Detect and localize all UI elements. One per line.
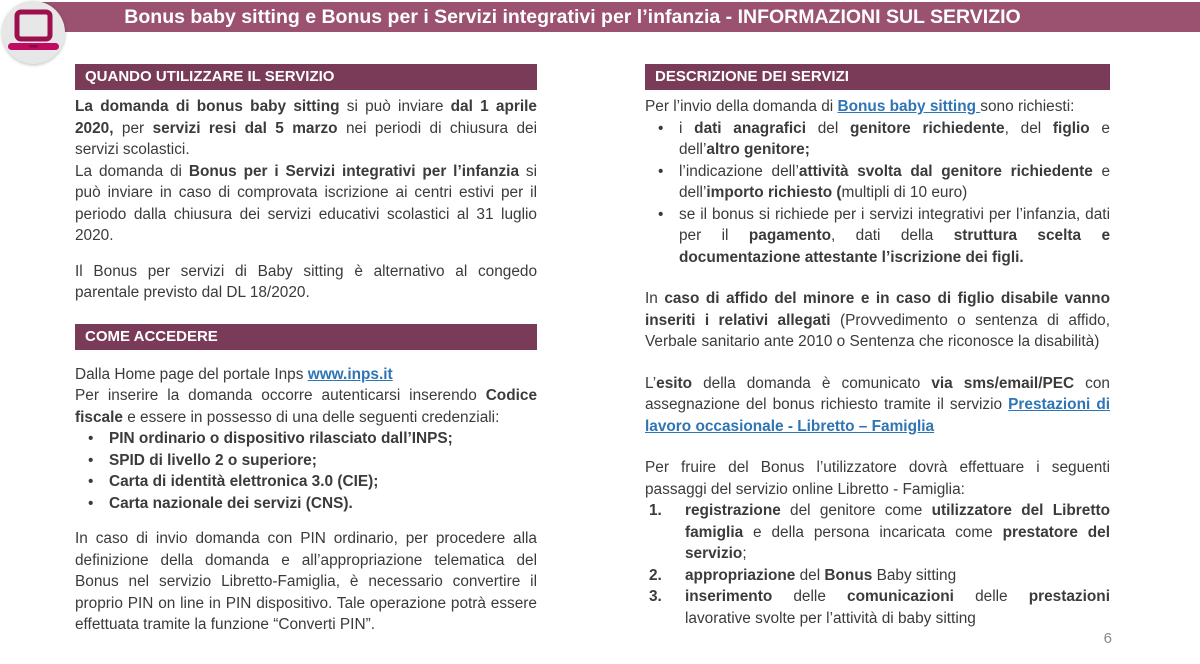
bold-text: attività svolta dal genitore richiedente <box>798 162 1093 180</box>
number-marker: 3. <box>649 588 662 605</box>
paragraph <box>645 457 1110 500</box>
bold-text: inserimento <box>685 588 773 605</box>
paragraph <box>75 364 537 386</box>
text: del <box>806 119 851 137</box>
link[interactable]: Prestazioni di lavoro occasionale - Libretto – Famiglia <box>645 396 1110 435</box>
laptop-icon <box>2 1 65 64</box>
numbered-item <box>645 500 1110 565</box>
section-header-label: DESCRIZIONE DEI SERVIZI <box>655 68 849 85</box>
text: e dell’ <box>679 119 1110 158</box>
page-number: 6 <box>1103 630 1112 647</box>
section-header <box>75 64 537 90</box>
list-item-text <box>109 471 537 493</box>
bullet-list <box>75 428 537 514</box>
text: l’indicazione dell’ <box>679 162 799 180</box>
bold-text: registrazione <box>685 502 781 519</box>
link[interactable]: www.inps.it <box>307 365 393 383</box>
bullet-marker: • <box>88 473 94 490</box>
bold-text: pagamento <box>748 227 831 244</box>
number-marker: 1. <box>649 502 662 519</box>
section-header <box>75 324 537 350</box>
text: Il Bonus per servizi di Baby sitting è alternativo al congedo parentale previsto dal DL 18/2020. <box>75 262 537 301</box>
right-column <box>645 64 1110 629</box>
bold-text: esito <box>656 374 693 392</box>
bold-text: servizi resi dal 5 marzo <box>152 119 338 137</box>
list-item-text <box>679 118 1110 161</box>
bold-text: caso di affido del minore e in caso di figlio disabile vanno inseriti i relativi allegati <box>645 290 1110 329</box>
section-header <box>645 64 1110 90</box>
text: multipli di 10 euro) <box>841 184 968 201</box>
text: delle <box>953 588 1029 605</box>
paragraph <box>75 261 537 304</box>
bold-text: importo richiesto ( <box>706 184 842 201</box>
paragraph <box>645 288 1110 353</box>
list-item-text <box>685 500 1110 565</box>
text: Dalla Home page del portale Inps <box>75 365 308 383</box>
text: si può inviare <box>339 98 451 115</box>
section-header-label: QUANDO UTILIZZARE IL SERVIZIO <box>85 68 335 85</box>
numbered-list <box>645 500 1110 629</box>
section-header-label: COME ACCEDERE <box>85 327 218 345</box>
text: (Provvedimento o sentenza di affido, Verbale sanitario ante 2010 o Sentenza che riconosce la disabilità) <box>645 311 1110 350</box>
bullet-marker: • <box>658 162 664 180</box>
bullet-marker: • <box>88 430 94 447</box>
text: , del <box>1004 119 1053 137</box>
text: della domanda è comunicato <box>692 374 932 392</box>
link[interactable]: Bonus baby sitting <box>837 98 981 115</box>
text: si può inviare in caso di comprovata iscrizione ai centri estivi per il periodo dalla chiusura dei servizi educativi scolastici al 31 luglio 2020. <box>75 162 537 244</box>
bullet-marker: • <box>88 494 94 512</box>
bold-text: La domanda di bonus baby sitting <box>75 98 340 115</box>
text: se il bonus si richiede per i servizi integrativi per l’infanzia, dati per il <box>679 205 1110 244</box>
bold-text: dati anagrafici <box>694 119 806 137</box>
text: con assegnazione del bonus richiesto tramite il servizio <box>645 374 1110 413</box>
text: del genitore come <box>780 502 932 519</box>
text: , dati della <box>830 227 954 244</box>
bold-text: Codice fiscale <box>75 387 537 426</box>
bold-text: figlio <box>1052 119 1090 137</box>
bold-text: utilizzatore del Libretto famiglia <box>685 502 1110 541</box>
bullet-item <box>75 450 537 472</box>
bold-text: SPID di livello 2 o superiore; <box>109 451 317 469</box>
text: In <box>645 290 665 307</box>
paragraph <box>75 161 537 247</box>
list-item-text <box>109 428 537 450</box>
bullet-item <box>645 118 1110 161</box>
paragraph <box>645 96 1110 118</box>
text: lavorative svolte per l’attività di baby sitting <box>685 609 976 627</box>
bullet-item <box>75 428 537 450</box>
text: Per l’invio della domanda di <box>645 98 838 115</box>
paragraph <box>75 385 537 428</box>
list-item-text <box>685 565 1110 587</box>
text: delle <box>772 588 848 605</box>
page-title: Bonus baby sitting e Bonus per i Servizi integrativi per l’infanzia - INFORMAZIONI SUL SERVIZIO <box>124 5 1021 28</box>
text: del <box>795 566 825 584</box>
bold-text: appropriazione <box>685 566 796 584</box>
text: Per inserire la domanda occorre autenticarsi inserendo <box>75 387 486 404</box>
bullet-item <box>645 161 1110 204</box>
paragraph <box>75 96 537 161</box>
text: In caso di invio domanda con PIN ordinario, per procedere alla definizione della domanda e all’appropriazione telematica del Bonus nel servizio Libretto-Famiglia, è necessario convertire il proprio PIN on line in PIN dispositivo. Tale operazione potrà essere effettuata tramite la funzione “Converti PIN”. <box>75 530 537 633</box>
bullet-item <box>75 493 537 515</box>
left-column <box>75 64 537 636</box>
bullet-marker: • <box>88 451 94 469</box>
text: L’ <box>645 374 657 392</box>
bold-text: Bonus per i Servizi integrativi per l’infanzia <box>188 162 520 180</box>
bold-text: Carta di identità elettronica 3.0 (CIE); <box>109 473 379 490</box>
list-item-text <box>679 161 1110 204</box>
bold-text: PIN ordinario o dispositivo rilasciato dall’INPS; <box>109 430 453 447</box>
text: e essere in possesso di una delle seguenti credenziali: <box>122 408 500 426</box>
bold-text: genitore richiedente <box>850 119 1005 137</box>
list-item-text <box>679 204 1110 269</box>
text: i <box>679 119 695 137</box>
bold-text: comunicazioni <box>847 588 954 605</box>
bullet-item <box>75 471 537 493</box>
list-item-text <box>109 493 537 515</box>
bold-text: Carta nazionale dei servizi (CNS). <box>109 494 353 512</box>
text: sono richiesti: <box>980 98 1075 115</box>
paragraph <box>645 373 1110 438</box>
text: ; <box>742 545 747 562</box>
list-item-text <box>685 586 1110 629</box>
text: Per fruire del Bonus l’utilizzatore dovrà effettuare i seguenti passaggi del servizio online Libretto - Famiglia: <box>645 459 1110 498</box>
bullet-list <box>645 118 1110 269</box>
text: nei periodi di chiusura dei servizi scolastici. <box>75 119 538 158</box>
list-item-text <box>109 450 537 472</box>
text: Baby sitting <box>872 566 957 584</box>
text: La domanda di <box>75 162 189 180</box>
numbered-item <box>645 565 1110 587</box>
bold-text: dal 1 aprile 2020, <box>75 98 537 137</box>
bullet-item <box>645 204 1110 269</box>
title-banner <box>40 2 1200 32</box>
laptop-icon-glyph <box>2 1 65 64</box>
bold-text: prestatore del servizio <box>685 523 1110 562</box>
paragraph <box>75 528 537 636</box>
text: e dell’ <box>679 162 1111 201</box>
bold-text: prestazioni <box>1028 588 1110 605</box>
bullet-marker: • <box>658 205 664 223</box>
text: per <box>113 119 153 137</box>
numbered-item <box>645 586 1110 629</box>
text: e della persona incaricata come <box>743 523 1003 541</box>
bold-text: Bonus <box>824 566 873 584</box>
bullet-marker: • <box>658 119 664 137</box>
bold-text: via sms/email/PEC <box>931 374 1075 392</box>
bold-text: struttura scelta e documentazione attestante l’iscrizione dei figli. <box>679 227 1111 266</box>
bold-text: altro genitore; <box>706 141 810 158</box>
number-marker: 2. <box>649 566 662 584</box>
